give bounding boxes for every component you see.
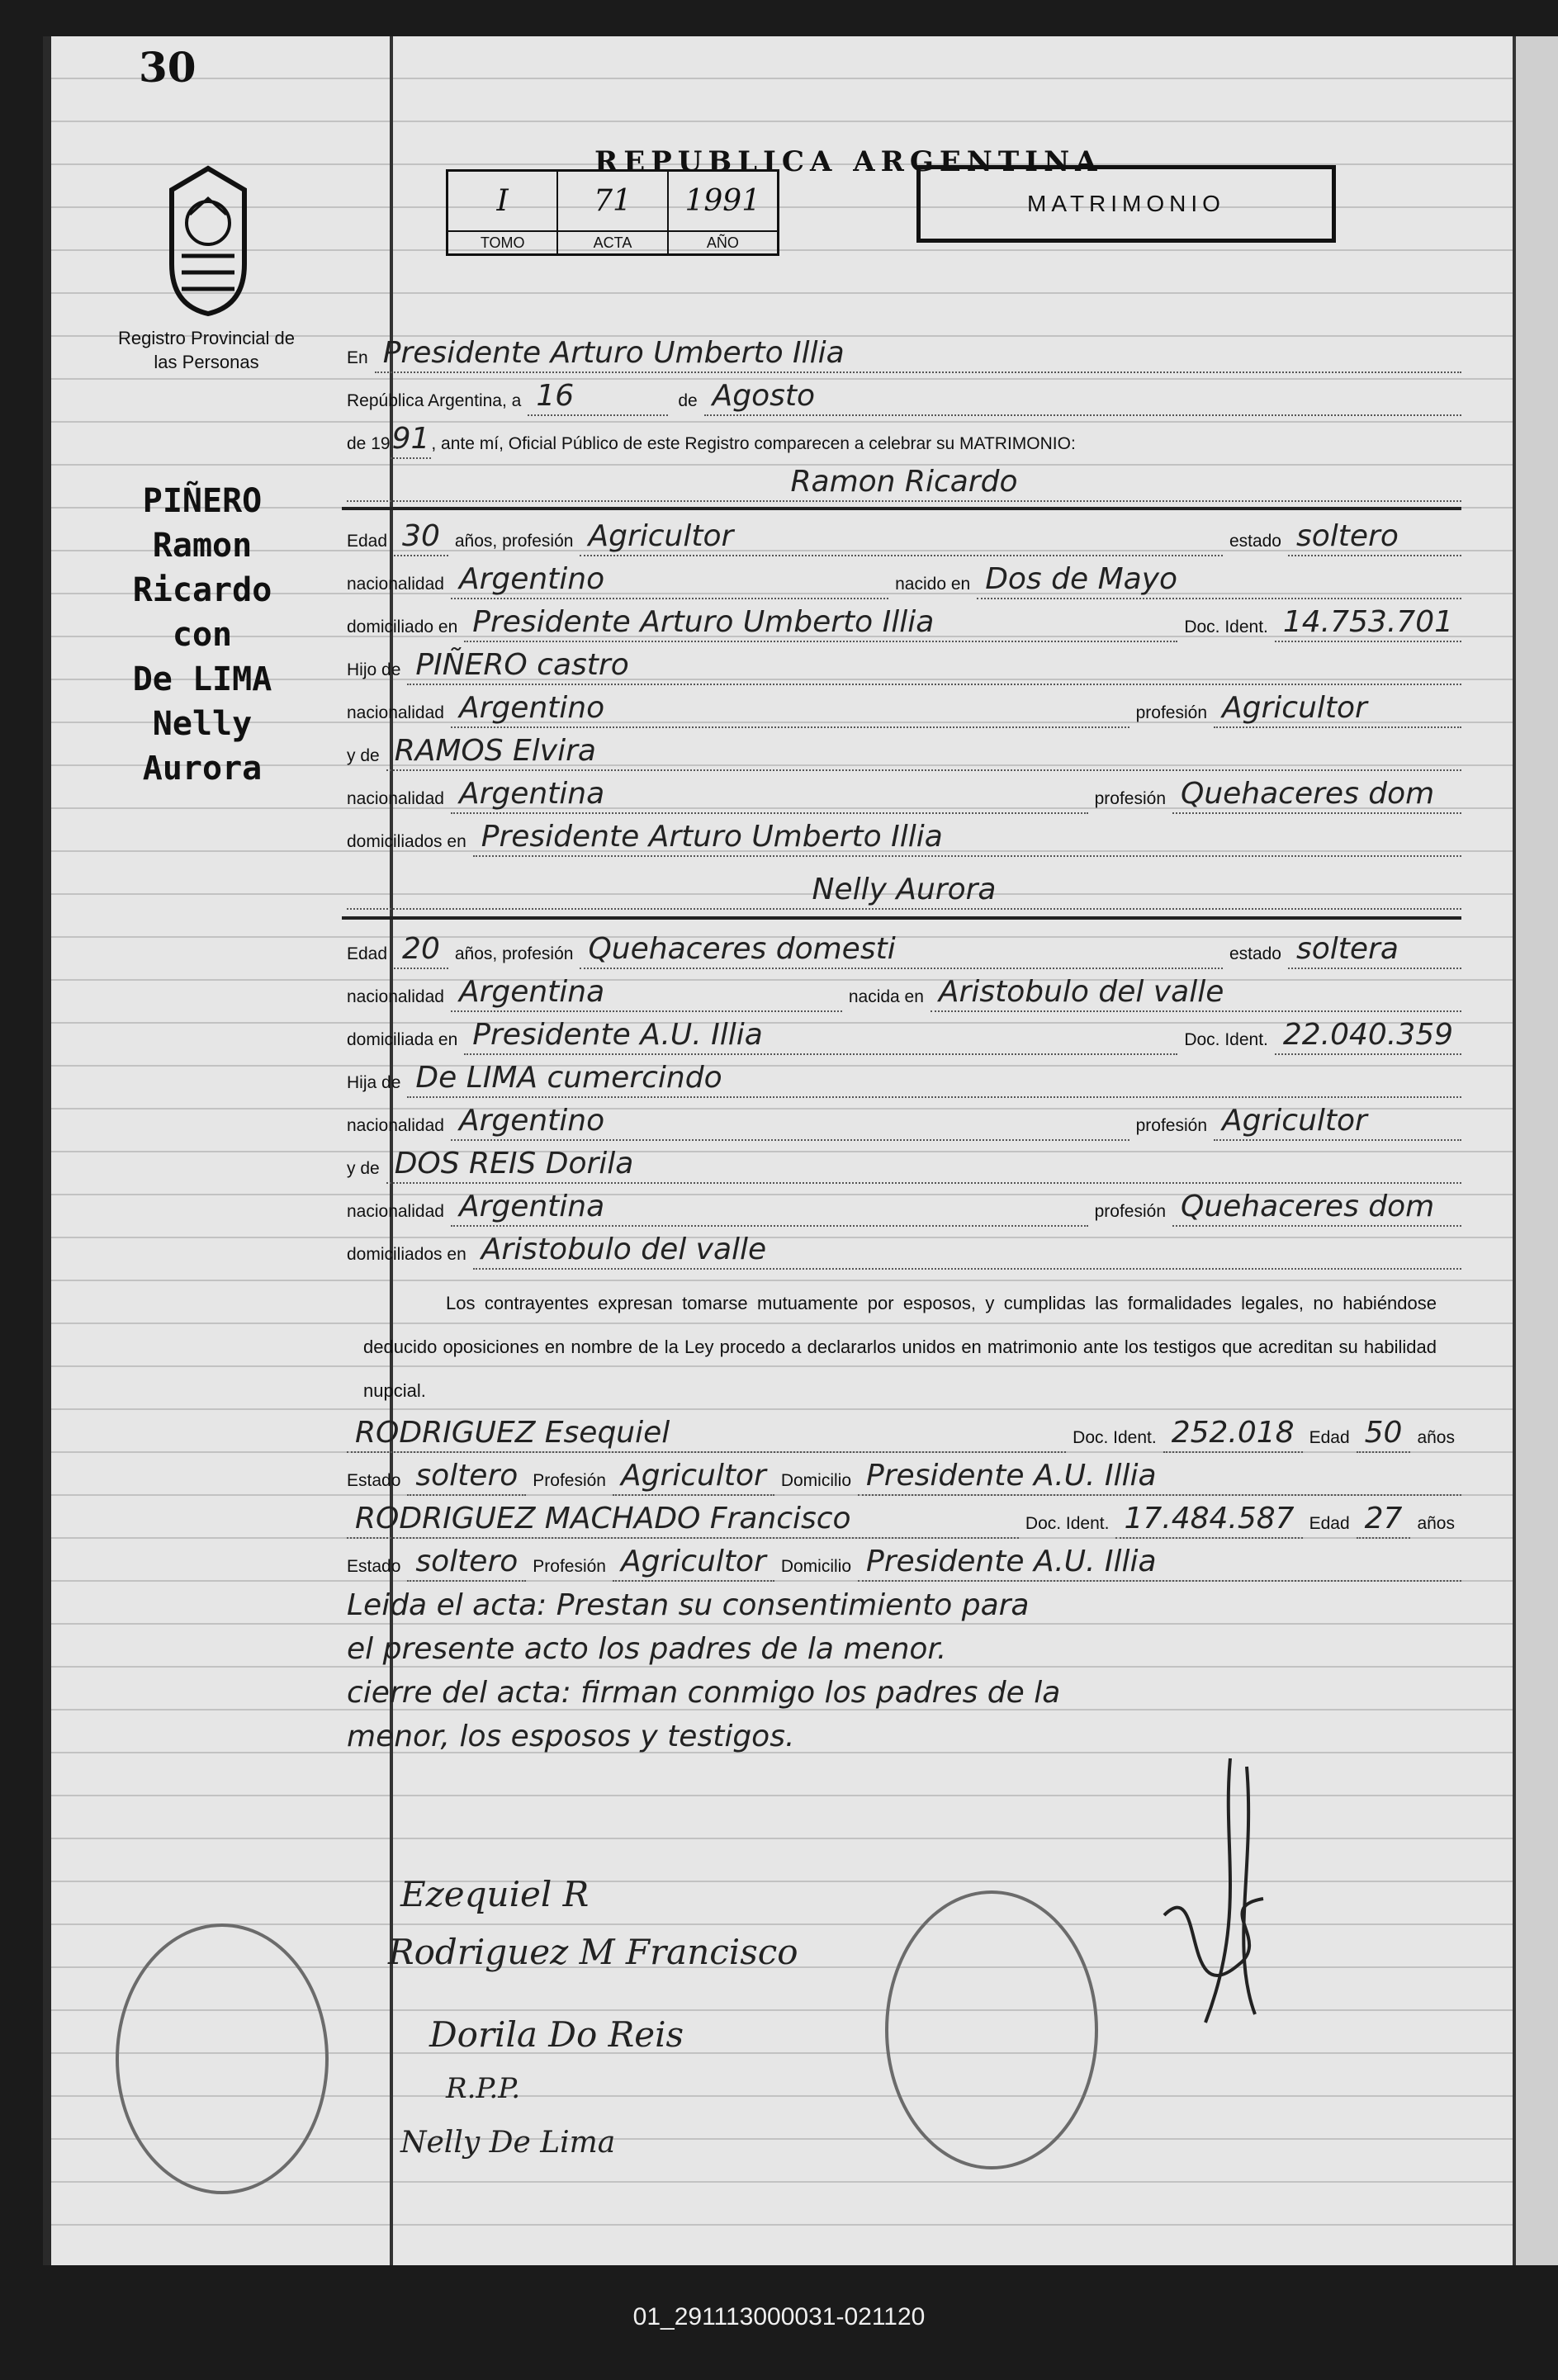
day-value: 16 — [528, 378, 668, 416]
margin-note-line: Ricardo — [132, 571, 272, 609]
anio-value: 1991 — [684, 184, 761, 218]
bride-nationality: Argentina — [451, 974, 842, 1012]
acta-reference-table — [446, 169, 779, 256]
bride-parents-address-line — [347, 1227, 1461, 1270]
doc-label: Doc. Ident. — [1184, 1030, 1268, 1049]
nacionalidad-label: nacionalidad — [347, 1202, 444, 1221]
anos-label: años, profesión — [454, 944, 574, 963]
nacida-label: nacida en — [848, 987, 924, 1006]
witness-2-profession: Agricultor — [613, 1544, 774, 1582]
intro-place-line — [347, 330, 1461, 373]
profesion-label: profesión — [1135, 1116, 1207, 1135]
note-line: menor, los esposos y testigos. — [347, 1720, 795, 1753]
signature-rpp: R.P.P. — [446, 2072, 520, 2105]
doc-label: Doc. Ident. — [1184, 617, 1268, 636]
groom-name: Ramon Ricardo — [347, 464, 1461, 502]
groom-mother-profession: Quehaceres dom — [1172, 776, 1461, 814]
doc-label: Doc. Ident. — [1073, 1428, 1157, 1447]
domiciliados-label: domiciliados en — [347, 1245, 466, 1264]
registry-stamp-center — [885, 1890, 1098, 2169]
nacionalidad-label: nacionalidad — [347, 987, 444, 1006]
witness-1-line — [347, 1410, 1461, 1453]
acta-cell — [558, 172, 668, 253]
edad-label: Edad — [1309, 1428, 1350, 1447]
groom-domicilio-line — [347, 599, 1461, 642]
domicilio-label: Domicilio — [780, 1557, 852, 1576]
bride-edad-line — [347, 926, 1461, 969]
nacionalidad-label: nacionalidad — [347, 575, 444, 594]
republica-label: República Argentina, a — [347, 391, 522, 410]
groom-mother-details-line — [347, 771, 1461, 814]
bride-birthplace: Aristobulo del valle — [931, 974, 1461, 1012]
scan-code: 01_291113000031-021120 — [632, 2303, 926, 2330]
nacionalidad-label: nacionalidad — [347, 703, 444, 722]
groom-profession: Agricultor — [580, 518, 1222, 556]
groom-mother-line — [347, 728, 1461, 771]
witness-2-line — [347, 1496, 1461, 1539]
bride-doc: 22.040.359 — [1275, 1017, 1461, 1055]
groom-nacionalidad-line — [347, 556, 1461, 599]
bride-parents-address: Aristobulo del valle — [473, 1232, 1461, 1270]
bride-father-line — [347, 1055, 1461, 1098]
year-prefix: de 19 — [347, 434, 391, 453]
groom-name-line — [347, 459, 1461, 502]
anio-label: AÑO — [669, 230, 777, 253]
acta-label: ACTA — [558, 230, 666, 253]
groom-father-profession: Agricultor — [1214, 690, 1461, 728]
bride-domicilio-line — [347, 1012, 1461, 1055]
groom-address: Presidente Arturo Umberto Illia — [464, 604, 1177, 642]
groom-parents-address-line — [347, 814, 1461, 857]
declaration-paragraph: Los contrayentes expresan tomarse mutuamente por esposos, y cumplidas las formalidades legales, no habiéndose deducido oposiciones en nombre de la Ley procedo a declararlos unidos en matrimonio ante los testigos que acreditan su habilidad nupcial. — [363, 1293, 1437, 1401]
tomo-cell — [448, 172, 558, 253]
margin-note-line: Nelly — [152, 705, 253, 743]
domiciliada-label: domiciliada en — [347, 1030, 458, 1049]
bride-address: Presidente A.U. Illia — [464, 1017, 1177, 1055]
groom-father-details-line — [347, 685, 1461, 728]
bride-name: Nelly Aurora — [347, 872, 1461, 910]
signature-witness-1: Ezequiel R — [400, 1874, 590, 1914]
estado-label: Estado — [347, 1471, 401, 1490]
hijo-label: Hijo de — [347, 660, 401, 679]
groom-civil-status: soltero — [1288, 518, 1461, 556]
madre-label: y de — [347, 1159, 380, 1178]
anos-label: años, profesión — [454, 532, 574, 551]
place-value: Presidente Arturo Umberto Illia — [375, 335, 1461, 373]
note-line: cierre del acta: firman conmigo los padres de la — [347, 1676, 1061, 1710]
domiciliado-label: domiciliado en — [347, 617, 458, 636]
bride-profession: Quehaceres domesti — [580, 931, 1222, 969]
witness-2-details-line — [347, 1539, 1461, 1582]
groom-father: PIÑERO castro — [407, 647, 1461, 685]
signature-bride: Nelly De Lima — [400, 2126, 616, 2160]
bride-father: De LIMA cumercindo — [407, 1060, 1461, 1098]
witness-2-age: 27 — [1357, 1501, 1411, 1539]
tomo-value: I — [496, 184, 509, 218]
estado-label: estado — [1229, 532, 1281, 551]
anos-label: años — [1417, 1514, 1455, 1533]
witness-2-status: soltero — [407, 1544, 526, 1582]
anos-label: años — [1417, 1428, 1455, 1447]
witness-1-profession: Agricultor — [613, 1458, 774, 1496]
witness-1-age: 50 — [1357, 1415, 1411, 1453]
page-number: 30 — [139, 43, 197, 92]
bride-mother-nationality: Argentina — [451, 1189, 1088, 1227]
official-signature-icon — [1131, 1750, 1313, 2039]
margin-note-line: Aurora — [142, 750, 263, 788]
misiones-emblem-icon — [165, 165, 251, 317]
witness-1-details-line — [347, 1453, 1461, 1496]
note-line: el presente acto los padres de la menor. — [347, 1632, 947, 1666]
section-separator — [342, 507, 1461, 510]
madre-label: y de — [347, 746, 380, 765]
groom-father-nationality: Argentino — [451, 690, 1129, 728]
groom-doc: 14.753.701 — [1275, 604, 1461, 642]
de-label: de — [678, 391, 698, 410]
margin-note-line: PIÑERO — [142, 482, 263, 520]
estado-label: Estado — [347, 1557, 401, 1576]
bride-age: 20 — [394, 931, 448, 969]
groom-mother-nationality: Argentina — [451, 776, 1088, 814]
groom-birthplace: Dos de Mayo — [977, 561, 1461, 599]
edad-label: Edad — [1309, 1514, 1350, 1533]
month-value: Agosto — [704, 378, 1461, 416]
tomo-label: TOMO — [448, 230, 556, 253]
edad-label: Edad — [347, 944, 388, 963]
intro-date-line — [347, 373, 1461, 416]
year-value: 91 — [391, 421, 432, 459]
witness-2-name: RODRIGUEZ MACHADO Francisco — [347, 1501, 1019, 1539]
country-title: REPUBLICA ARGENTINA — [594, 145, 1103, 178]
witness-1-address: Presidente A.U. Illia — [858, 1458, 1461, 1496]
en-label: En — [347, 348, 368, 367]
acta-value: 71 — [594, 184, 632, 218]
bride-nacionalidad-line — [347, 969, 1461, 1012]
bride-mother-profession: Quehaceres dom — [1172, 1189, 1461, 1227]
groom-edad-line — [347, 513, 1461, 556]
doc-label: Doc. Ident. — [1025, 1514, 1110, 1533]
bride-father-profession: Agricultor — [1214, 1103, 1461, 1141]
domicilio-label: Domicilio — [780, 1471, 852, 1490]
bride-civil-status: soltera — [1288, 931, 1461, 969]
bride-father-nationality: Argentino — [451, 1103, 1129, 1141]
margin-note-line: De LIMA — [132, 660, 272, 698]
groom-nationality: Argentino — [451, 561, 888, 599]
registry-stamp-left — [116, 1923, 329, 2194]
profesion-label: Profesión — [533, 1557, 606, 1576]
profesion-label: profesión — [1094, 1202, 1166, 1221]
section-separator — [342, 916, 1461, 920]
witness-1-status: soltero — [407, 1458, 526, 1496]
witness-1-name: RODRIGUEZ Esequiel — [347, 1415, 1066, 1453]
groom-mother: RAMOS Elvira — [386, 733, 1461, 771]
witness-2-doc: 17.484.587 — [1115, 1501, 1302, 1539]
edad-label: Edad — [347, 532, 388, 551]
groom-age: 30 — [394, 518, 448, 556]
bride-name-line — [347, 867, 1461, 910]
bride-mother-line — [347, 1141, 1461, 1184]
signature-witness-2: Rodriguez M Francisco — [388, 1932, 798, 1972]
nacionalidad-label: nacionalidad — [347, 1116, 444, 1135]
groom-father-line — [347, 642, 1461, 685]
margin-note-line: Ramon — [152, 527, 253, 565]
note-line: Leida el acta: Prestan su consentimiento para — [347, 1588, 1030, 1622]
hija-label: Hija de — [347, 1073, 401, 1092]
acta-type-box: MATRIMONIO — [916, 165, 1336, 243]
bride-mother-details-line — [347, 1184, 1461, 1227]
bride-mother: DOS REIS Dorila — [386, 1146, 1461, 1184]
nacionalidad-label: nacionalidad — [347, 789, 444, 808]
notes-block — [347, 1583, 1445, 1758]
signature-mother: Dorila Do Reis — [429, 2014, 684, 2055]
page-edge — [1513, 36, 1558, 2265]
nacido-label: nacido en — [895, 575, 971, 594]
registro-label: Registro Provincial de las Personas — [118, 328, 295, 372]
margin-note-line: con — [172, 616, 233, 654]
estado-label: estado — [1229, 944, 1281, 963]
anio-cell — [669, 172, 777, 253]
profesion-label: Profesión — [533, 1471, 606, 1490]
domiciliados-label: domiciliados en — [347, 832, 466, 851]
margin-annotation — [78, 479, 326, 791]
profesion-label: profesión — [1094, 789, 1166, 808]
witness-2-address: Presidente A.U. Illia — [858, 1544, 1461, 1582]
intro-year-line — [347, 416, 1461, 459]
groom-parents-address: Presidente Arturo Umberto Illia — [473, 819, 1461, 857]
profesion-label: profesión — [1135, 703, 1207, 722]
witness-1-doc: 252.018 — [1163, 1415, 1303, 1453]
statement-text: , ante mí, Oficial Público de este Registro comparecen a celebrar su MATRIMONIO: — [431, 434, 1076, 453]
bride-father-details-line — [347, 1098, 1461, 1141]
